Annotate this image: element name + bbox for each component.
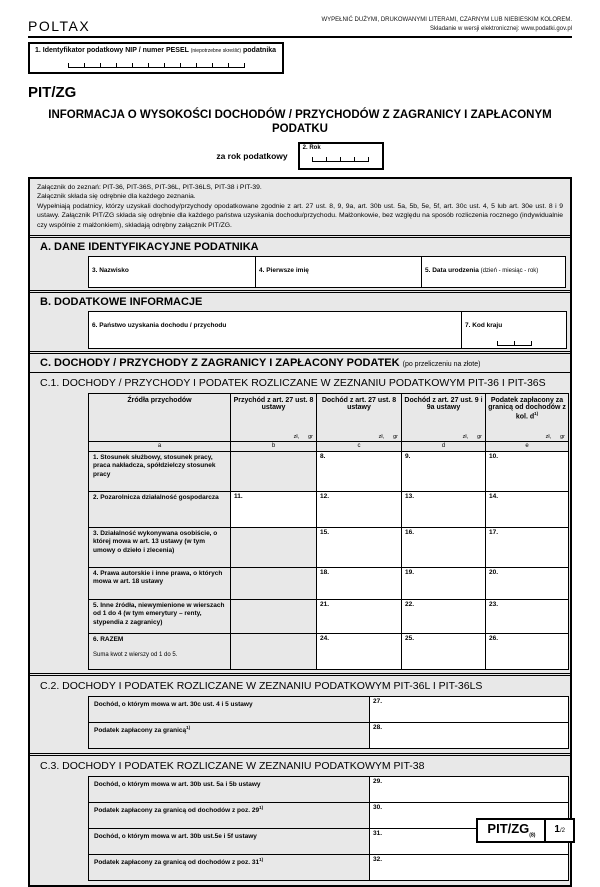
field-year[interactable]	[298, 142, 384, 170]
amount-cell-24[interactable]: 24.	[317, 634, 402, 670]
field-nip-pesel-label: 1. Identyfikator podatkowy NIP / numer PESEL (niepotrzebne skreślić) podatnika	[35, 47, 277, 54]
total-row-note: Suma kwot z wierszy od 1 do 5.	[93, 652, 178, 659]
currency-labels: zł, gr	[462, 434, 482, 441]
amount-cell-17[interactable]: 17.	[486, 528, 569, 568]
page-header	[28, 16, 572, 38]
section-a-fields	[30, 256, 570, 290]
c2-table	[88, 696, 569, 749]
field-nip-pesel-note: (niepotrzebne skreślić)	[190, 48, 242, 54]
field-country-code[interactable]	[461, 311, 567, 349]
poltax-logo: POLTAX	[28, 18, 91, 34]
field-surname-label: 3. Nazwisko	[92, 267, 129, 275]
table-row	[89, 452, 569, 492]
amount-cell-16[interactable]: 16.	[402, 528, 486, 568]
intro-notes	[30, 179, 570, 236]
footer-form-code: PIT/$ZG_{(8)}$	[487, 821, 536, 839]
section-c2	[30, 673, 570, 749]
c1-letter-row	[89, 442, 569, 452]
row-label: 4. Prawa autorskie i inne prawa, o których mowa w art. 18 ustawy	[89, 568, 231, 600]
amount-cell-20[interactable]: 20.	[486, 568, 569, 600]
amount-cell-19[interactable]: 19.	[402, 568, 486, 600]
row-label: 5. Inne źródła, niewymienione w wierszach od 1 do 4 (w tym emerytury – renty, stypendia z zagranicy)	[89, 600, 231, 634]
field-country-code-label: 7. Kod kraju	[465, 322, 503, 330]
section-c2-heading: C.2. DOCHODY I PODATEK ROZLICZANE W ZEZNANIU PODATKOWYM PIT-36L I PIT-36LS	[40, 680, 483, 693]
blocked-cell	[231, 452, 317, 492]
form-code: PIT/ZG	[28, 84, 77, 101]
currency-labels: zł, gr	[378, 434, 398, 441]
amount-cell-23[interactable]: 23.	[486, 600, 569, 634]
col-letter-d: d	[402, 442, 486, 452]
amount-cell-9[interactable]: 9.	[402, 452, 486, 492]
row-label: Dochód, o którym mowa w art. 30b ust.5e i 5f ustawy	[89, 829, 370, 855]
col-letter-b: b	[231, 442, 317, 452]
c1-col-e: Podatek zapłacony za granicą od dochodów z kol. $d^{1)}$ zł, gr	[486, 394, 569, 442]
form-title: INFORMACJA O WYSOKOŚCI DOCHODÓW / PRZYCHODÓW Z ZAGRANICY I ZAPŁACONYM PODATKU	[48, 109, 552, 136]
amount-cell-21[interactable]: 21.	[317, 600, 402, 634]
c1-col-c: Dochód z art. 27 ust. 8 ustawy zł, gr	[317, 394, 402, 442]
field-surname[interactable]	[88, 256, 256, 288]
row-label: Dochód, o którym mowa w art. 30b ust. 5a i 5b ustawy	[89, 777, 370, 803]
currency-labels: zł, gr	[545, 434, 565, 441]
amount-cell-25[interactable]: 25.	[402, 634, 486, 670]
c1-col-d: Dochód z art. 27 ust. 9 i 9a ustawy zł, gr	[402, 394, 486, 442]
fill-instructions	[322, 16, 572, 34]
intro-line1: Załącznik do zeznań: PIT-36, PIT-36S, PIT-36L, PIT-36LS, PIT-38 i PIT-39.	[37, 183, 262, 191]
footer-form-version: (8)	[529, 833, 536, 839]
section-c1-heading: C.1. DOCHODY / PRZYCHODY I PODATEK ROZLICZANE W ZEZNANIU PODATKOWYM PIT-36 I PIT-36S	[30, 372, 570, 393]
country-code-input-cells[interactable]	[465, 341, 563, 346]
field-income-country[interactable]	[88, 311, 462, 349]
field-birth-date[interactable]	[421, 256, 566, 288]
blocked-cell	[231, 528, 317, 568]
amount-cell-10[interactable]: 10.	[486, 452, 569, 492]
intro-line2: Załącznik składa się odrębnie dla każdego zeznania.	[37, 193, 196, 201]
intro-line3: Wypełniają podatnicy, którzy uzyskali dochody/przychody opodatkowane zgodnie z art. 27 ust. 8, 9, 9a, art. 30b ust. 5a, 5b, 5e, 5f, art. 30c ust. 4, 5 lub art. 30e ust. 8 i 9 ustawy. Załącznik PIT/ZG składa się odrębnie dla każdego państwa uzyskania dochodu/przychodu. Małżonkowie, bez względu na sposób rozliczenia rocznego (indywidualnie czy wspólnie z małżonkiem), składają odrębny załącznik PIT/ZG.	[37, 202, 563, 229]
nip-input-cells[interactable]	[35, 63, 277, 68]
col-letter-e: e	[486, 442, 569, 452]
amount-cell-18[interactable]: 18.	[317, 568, 402, 600]
blocked-cell	[231, 600, 317, 634]
table-row	[89, 568, 569, 600]
year-input-cells[interactable]	[303, 157, 379, 162]
blocked-cell	[231, 568, 317, 600]
c1-col-sources: Źródła przychodów	[89, 394, 231, 442]
field-first-name-label: 4. Pierwsze imię	[259, 267, 309, 275]
amount-cell-22[interactable]: 22.	[402, 600, 486, 634]
blocked-cell	[231, 634, 317, 670]
amount-cell-11[interactable]: 11.	[231, 492, 317, 528]
section-b	[30, 290, 570, 351]
field-nip-pesel[interactable]	[28, 42, 284, 74]
section-a-heading: A. DANE IDENTYFIKACYJNE PODATNIKA	[40, 241, 259, 254]
row-label: 1. Stosunek służbowy, stosunek pracy, praca nakładcza, spółdzielczy stosunek pracy	[89, 452, 231, 492]
table-row	[89, 777, 569, 803]
row-label: Podatek zapłacony za granicą$^{1)}$	[89, 723, 370, 749]
section-b-heading: B. DODATKOWE INFORMACJE	[40, 296, 203, 309]
amount-cell-13[interactable]: 13.	[402, 492, 486, 528]
section-c-heading-note: (po przeliczeniu na złote)	[402, 361, 481, 369]
amount-cell-14[interactable]: 14.	[486, 492, 569, 528]
table-row-total	[89, 634, 569, 670]
c1-col-b: Przychód z art. 27 ust. 8 ustawy zł, gr	[231, 394, 317, 442]
row-label: 3. Działalność wykonywana osobiście, o której mowa w art. 13 ustawy (w tym umowy o dzieło i zlecenia)	[89, 528, 231, 568]
row-label: Dochód, o którym mowa w art. 30c ust. 4 i 5 ustawy	[89, 697, 370, 723]
form-page	[0, 16, 600, 867]
row-label: 2. Pozarolnicza działalność gospodarcza	[89, 492, 231, 528]
currency-labels: zł, gr	[293, 434, 313, 441]
c1-header-row	[89, 394, 569, 442]
table-row	[89, 723, 569, 749]
row-label: Podatek zapłacony za granicą od dochodów z poz. 31$^{1)}$	[89, 855, 370, 881]
amount-cell-26[interactable]: 26.	[486, 634, 569, 670]
col-letter-c: c	[317, 442, 402, 452]
amount-cell-31[interactable]: 31.	[370, 829, 569, 855]
field-birth-date-label: 5. Data urodzenia	[425, 267, 481, 275]
amount-cell-32[interactable]: 32.	[370, 855, 569, 881]
field-birth-date-note: (dzień - miesiąc - rok)	[480, 268, 539, 275]
amount-cell-29[interactable]: 29.	[370, 777, 569, 803]
fill-instruction-line2: Składanie w wersji elektronicznej: www.podatki.gov.pl	[430, 26, 572, 32]
amount-cell-15[interactable]: 15.	[317, 528, 402, 568]
amount-cell-28[interactable]: 28.	[370, 723, 569, 749]
section-a	[30, 235, 570, 290]
field-year-label: 2. Rok	[302, 144, 321, 151]
row-label: Podatek zapłacony za granicą od dochodów z poz. 29$^{1)}$	[89, 803, 370, 829]
table-row	[89, 855, 569, 881]
table-row	[89, 492, 569, 528]
footer-page-number: 1/2	[544, 820, 573, 841]
field-income-country-label: 6. Państwo uzyskania dochodu / przychodu	[92, 322, 227, 330]
table-row	[89, 528, 569, 568]
field-first-name[interactable]	[255, 256, 422, 288]
tax-year-label: za rok podatkowy	[216, 150, 288, 161]
tax-year-row	[0, 141, 600, 171]
section-c3	[30, 753, 570, 881]
col-letter-a: a	[89, 442, 231, 452]
amount-cell-12[interactable]: 12.	[317, 492, 402, 528]
amount-cell-27[interactable]: 27.	[370, 697, 569, 723]
amount-cell-30[interactable]: 30.	[370, 803, 569, 829]
c1-table	[88, 393, 569, 670]
fill-instruction-line1: WYPEŁNIĆ DUŻYMI, DRUKOWANYMI LITERAMI, CZARNYM LUB NIEBIESKIM KOLOREM.	[321, 17, 572, 23]
footer-form-id	[476, 818, 575, 843]
section-c	[30, 351, 570, 670]
table-row	[89, 697, 569, 723]
table-row	[89, 600, 569, 634]
section-c-heading: C. DOCHODY / PRZYCHODY Z ZAGRANICY I ZAPŁACONY PODATEK (po przeliczeniu na złote)	[40, 357, 481, 370]
amount-cell-8[interactable]: 8.	[317, 452, 402, 492]
section-c3-heading: C.3. DOCHODY I PODATEK ROZLICZANE W ZEZNANIU PODATKOWYM PIT-38	[40, 760, 425, 773]
row-label-total: 6. RAZEM Suma kwot z wierszy od 1 do 5.	[89, 634, 231, 670]
section-b-fields	[30, 311, 570, 351]
form-body	[28, 177, 572, 887]
